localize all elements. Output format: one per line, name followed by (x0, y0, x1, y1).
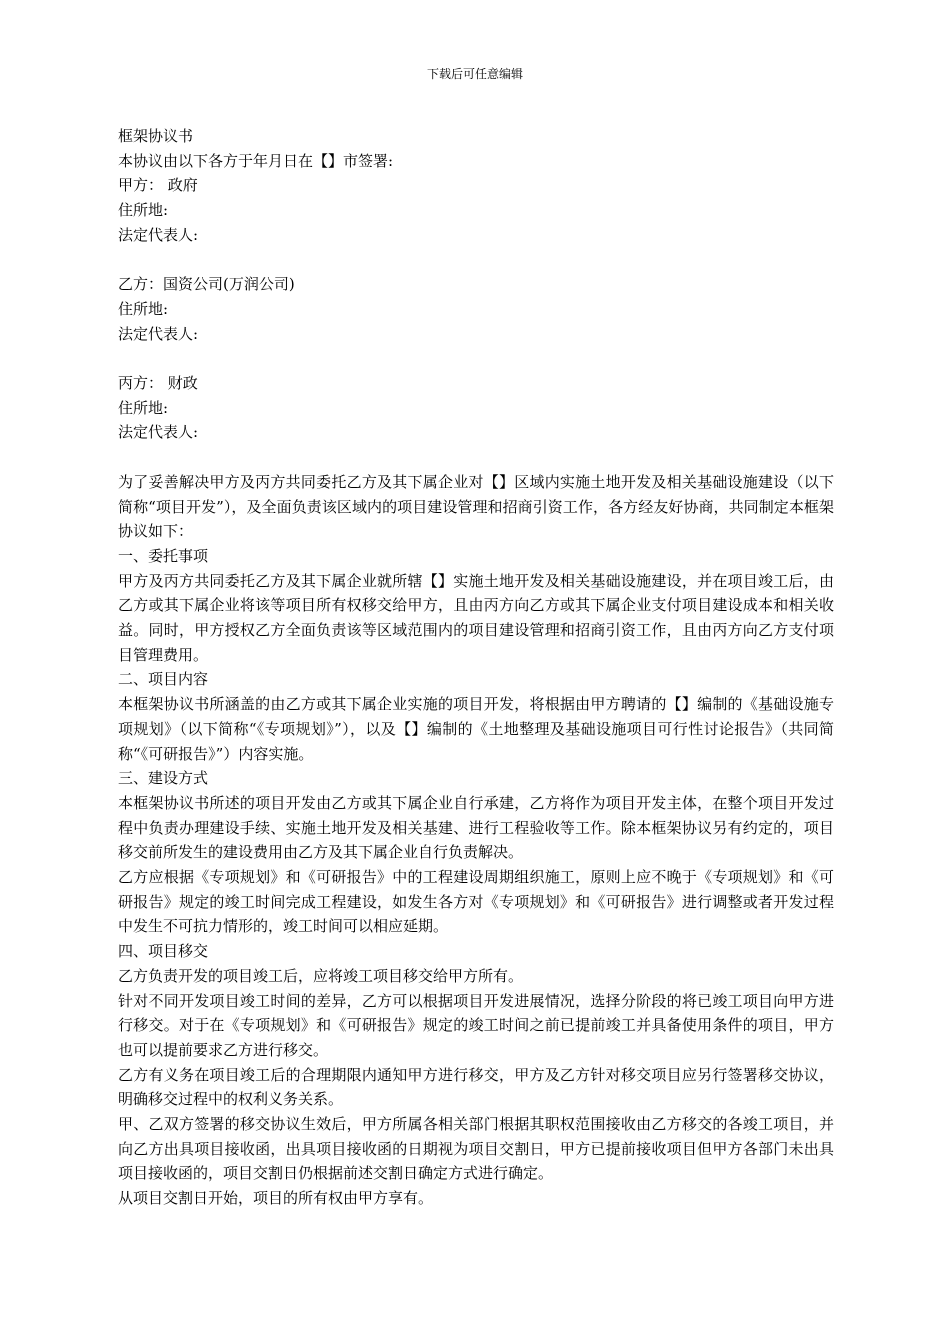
section-paragraph: 乙方有义务在项目竣工后的合理期限内通知甲方进行移交，甲方及乙方针对移交项目应另行签署移交协议，明确移交过程中的权利义务关系。 (118, 1065, 834, 1109)
document-title: 框架协议书 (118, 127, 194, 145)
page-header: 下载后可任意编辑 (426, 67, 523, 81)
party-a-address: 住所地: (118, 201, 169, 220)
party-c-address: 住所地: (118, 398, 169, 417)
party-b-rep: 法定代表人: (118, 324, 199, 343)
section-heading: 一、委托事项 (118, 546, 209, 565)
section-paragraph: 乙方应根据《专项规划》和《可研报告》中的工程建设周期组织施工，原则上应不晚于《专项规划》和《可研报告》规定的竣工时间完成工程建设，如发生各方对《专项规划》和《可研报告》进行调整或者开发过程中发生不可抗力情形的，竣工时间可以相应延期。 (118, 868, 834, 936)
section-heading: 二、项目内容 (118, 670, 209, 689)
spacer (118, 346, 834, 371)
party-b-address: 住所地: (118, 299, 169, 318)
section-paragraph: 甲、乙双方签署的移交协议生效后，甲方所属各相关部门根据其职权范围接收由乙方移交的各竣工项目，并向乙方出具项目接收函，出具项目接收函的日期视为项目交割日，甲方已提前接收项目但甲方各部门未出具项目接收函的，项目交割日仍根据前述交割日确定方式进行确定。 (118, 1115, 834, 1183)
section-paragraph: 甲方及丙方共同委托乙方及其下属企业就所辖【】实施土地开发及相关基础设施建设，并在项目竣工后，由乙方或其下属企业将该等项目所有权移交给甲方，且由丙方向乙方或其下属企业支付项目建设成本和相关收益。同时，甲方授权乙方全面负责该等区域范围内的项目建设管理和招商引资工作，且由丙方向乙方支付项目管理费用。 (118, 571, 834, 664)
intro-line: 本协议由以下各方于年月日在【】市签署: (118, 151, 394, 170)
spacer (118, 248, 834, 273)
preamble-paragraph: 为了妥善解决甲方及丙方共同委托乙方及其下属企业对【】区域内实施土地开发及相关基础设施建设（以下简称“项目开发”），及全面负责该区域内的项目建设管理和招商引资工作，各方经友好协商，共同制定本框架协议如下： (118, 472, 834, 541)
section-heading: 四、项目移交 (118, 942, 209, 961)
party-c-rep: 法定代表人: (118, 423, 199, 442)
section-paragraph: 本框架协议书所涵盖的由乙方或其下属企业实施的项目开发，将根据由甲方聘请的【】编制的《基础设施专项规划》（以下简称“《专项规划》”），以及【】编制的《土地整理及基础设施项目可行性讨论报告》（共同简称“《可研报告》”）内容实施。 (118, 695, 834, 763)
party-a-name: 甲方： 政府 (118, 176, 198, 195)
party-a-rep: 法定代表人: (118, 225, 199, 244)
party-b-name: 乙方：国资公司(万润公司) (118, 275, 295, 294)
spacer (118, 445, 834, 470)
document-body (118, 124, 834, 1211)
section-paragraph: 从项目交割日开始，项目的所有权由甲方享有。 (118, 1189, 434, 1208)
section-paragraph: 乙方负责开发的项目竣工后，应将竣工项目移交给甲方所有。 (118, 966, 524, 985)
section-heading: 三、建设方式 (118, 769, 209, 788)
party-c-name: 丙方： 财政 (118, 374, 198, 392)
section-paragraph: 本框架协议书所述的项目开发由乙方或其下属企业自行承建，乙方将作为项目开发主体，在整个项目开发过程中负责办理建设手续、实施土地开发及相关基建、进行工程验收等工作。除本框架协议另有约定的，项目移交前所发生的建设费用由乙方及其下属企业自行负责解决。 (118, 793, 834, 862)
section-paragraph: 针对不同开发项目竣工时间的差异，乙方可以根据项目开发进展情况，选择分阶段的将已竣工项目向甲方进行移交。对于在《专项规划》和《可研报告》规定的竣工时间之前已提前竣工并具备使用条件的项目，甲方也可以提前要求乙方进行移交。 (118, 991, 834, 1059)
